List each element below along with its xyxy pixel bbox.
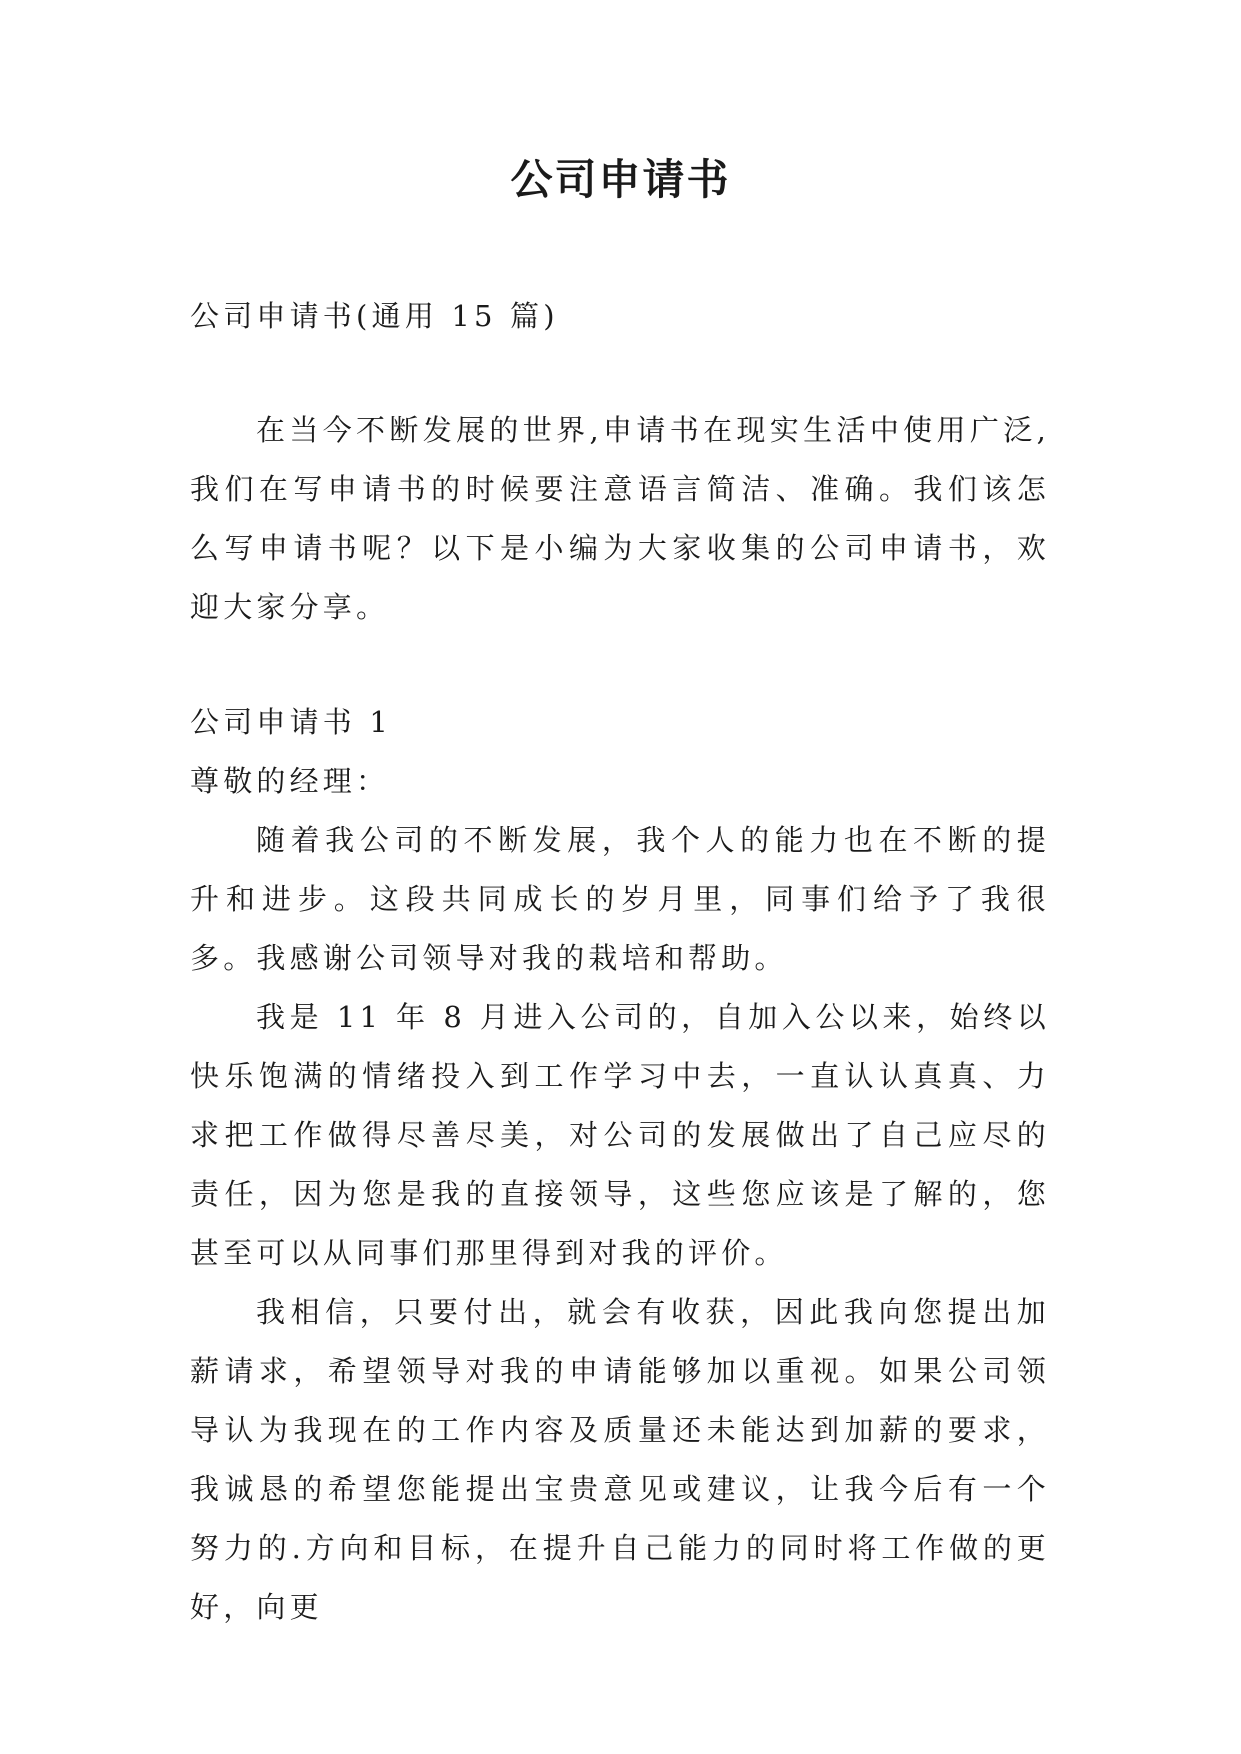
body-paragraph-1: 随着我公司的不断发展，我个人的能力也在不断的提升和进步。这段共同成长的岁月里，同事们给予了我很多。我感谢公司领导对我的栽培和帮助。 (190, 823, 1050, 975)
document-subtitle: 公司申请书(通用 15 篇) (190, 299, 559, 333)
document-title: 公司申请书 (510, 155, 731, 204)
intro-paragraph: 在当今不断发展的世界,申请书在现实生活中使用广泛,我们在写申请书的时候要注意语言简洁、准确。我们该怎么写申请书呢？以下是小编为大家收集的公司申请书，欢迎大家分享。 (190, 413, 1050, 624)
body-paragraph-2: 我是 11 年 8 月进入公司的，自加入公以来，始终以快乐饱满的情绪投入到工作学习中去，一直认认真真、力求把工作做得尽善尽美，对公司的发展做出了自己应尽的责任，因为您是我的直接领导，这些您应该是了解的，您甚至可以从同事们那里得到对我的评价。 (190, 1000, 1050, 1270)
salutation: 尊敬的经理： (190, 764, 390, 798)
section-heading: 公司申请书 1 (190, 705, 393, 739)
body-paragraph-3: 我相信，只要付出，就会有收获，因此我向您提出加薪请求，希望领导对我的申请能够加以重视。如果公司领导认为我现在的工作内容及质量还未能达到加薪的要求，我诚恳的希望您能提出宝贵意见或建议，让我今后有一个努力的.方向和目标，在提升自己能力的同时将工作做的更好，向更 (190, 1295, 1050, 1624)
